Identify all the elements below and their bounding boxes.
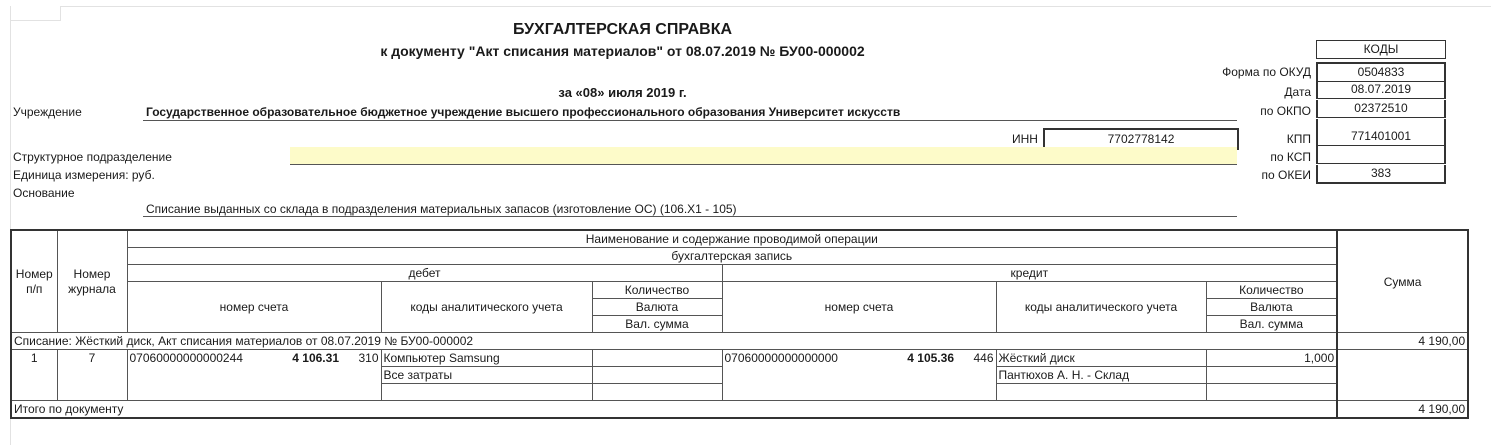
table-row[interactable] [11,384,1468,401]
credit-analytics-1: Жёсткий диск [996,350,1206,367]
date-label: Дата [1284,85,1311,99]
institution-value: Государственное образовательное бюджетное учреждение высшего профессионального образования Университет искусств [146,105,901,119]
debit-account-spacer-2 [127,384,287,401]
okei-value: 383 [1316,165,1446,184]
credit-account-spacer [722,367,902,384]
codes-header: КОДЫ [1316,40,1446,59]
credit-amount-spacer-2 [902,384,956,401]
debit-account-spacer [127,367,287,384]
debit-kosgu-spacer [341,367,381,384]
inn-label: ИНН [1012,132,1038,146]
credit-qty-header: Количество [1206,282,1337,299]
group-label: Списание: Жёсткий диск, Акт списания материалов от 08.07.2019 № БУ00-000002 [11,333,1337,350]
debit-cursum [592,384,722,401]
row-sum [1337,350,1468,401]
unit-label: Единица измерения: руб. [13,168,155,182]
kpp-value: 771401001 [1316,119,1446,146]
sheet-corner-cell[interactable] [10,6,61,21]
document-period: за «08» июля 2019 г. [558,85,687,100]
division-input[interactable] [290,147,1237,165]
credit-account-amount: 4 105.36 [907,351,954,366]
group-row[interactable] [11,333,1468,350]
basis-value: Списание выданных со склада в подразделения материальных запасов (изготовление ОС) (106.Х1 - 105) [146,202,737,216]
kpp-label: КПП [1286,132,1311,146]
credit-cursum [1206,384,1337,401]
sheet-top-gridline [60,6,1491,7]
row-journal: 7 [57,350,127,401]
institution-underline [143,120,1237,121]
debit-analytics-header: коды аналитического учета [381,282,592,333]
basis-label: Основание [13,186,75,200]
credit-kosgu: 446 [956,350,996,367]
division-label: Структурное подразделение [13,150,172,164]
debit-analytics-2: Все затраты [381,367,592,384]
credit-header: кредит [722,265,1337,282]
sum-header: Сумма [1337,230,1468,333]
debit-analytics-1: Компьютер Samsung [381,350,592,367]
debit-currency-header: Валюта [592,299,722,316]
okpo-label: по ОКПО [1260,104,1311,118]
debit-account: 07060000000000244 [127,350,287,367]
institution-label: Учреждение [13,105,82,119]
accounting-header: бухгалтерская запись [127,248,1337,265]
col-journal-header: Номер журнала [57,230,127,333]
inn-value: 7702778142 [1043,128,1239,150]
credit-currency-header: Валюта [1206,299,1337,316]
document-subtitle: к документу "Акт списания материалов" от 08.07.2019 № БУ00-000002 [380,43,865,59]
okei-label: по ОКЕИ [1261,168,1311,182]
credit-account-header: номер счета [722,282,996,333]
credit-analytics-2: Пантюхов А. Н. - Склад [996,367,1206,384]
debit-amount-spacer [287,367,341,384]
total-sum: 4 190,00 [1337,401,1468,419]
credit-qty: 1,000 [1206,350,1337,367]
debit-analytics-3 [381,384,592,401]
credit-currency [1206,367,1337,384]
debit-cursum-header: Вал. сумма [592,316,722,333]
group-sum: 4 190,00 [1337,333,1468,350]
credit-analytics-3 [996,384,1206,401]
table-row[interactable] [11,350,1468,367]
debit-account-header: номер счета [127,282,381,333]
op-name-header: Наименование и содержание проводимой операции [127,230,1337,248]
ksp-value [1316,146,1446,164]
credit-analytics-header: коды аналитического учета [996,282,1206,333]
credit-kosgu-spacer [956,367,996,384]
debit-amount-spacer-2 [287,384,341,401]
row-num: 1 [11,350,57,401]
debit-qty [592,350,722,367]
ksp-label: по КСП [1270,150,1311,164]
credit-kosgu-spacer-2 [956,384,996,401]
debit-currency [592,367,722,384]
debit-kosgu-spacer-2 [341,384,381,401]
document-title: БУХГАЛТЕРСКАЯ СПРАВКА [512,21,733,38]
credit-cursum-header: Вал. сумма [1206,316,1337,333]
debit-kosgu: 310 [341,350,381,367]
date-value: 08.07.2019 [1316,81,1446,99]
basis-underline [143,216,1237,217]
credit-account-spacer-2 [722,384,902,401]
okud-value: 0504833 [1316,62,1446,82]
total-label: Итого по документу [11,401,1337,419]
okud-label: Форма по ОКУД [1222,65,1311,79]
credit-amount-spacer [902,367,956,384]
total-row[interactable] [11,401,1468,419]
col-num-header: Номер п/п [11,230,57,333]
debit-header: дебет [127,265,722,282]
debit-qty-header: Количество [592,282,722,299]
table-row[interactable] [11,367,1468,384]
okpo-value: 02372510 [1316,100,1446,118]
debit-account-amount: 4 106.31 [292,351,339,366]
operations-table [10,229,1469,419]
credit-account: 07060000000000000 [722,350,902,367]
